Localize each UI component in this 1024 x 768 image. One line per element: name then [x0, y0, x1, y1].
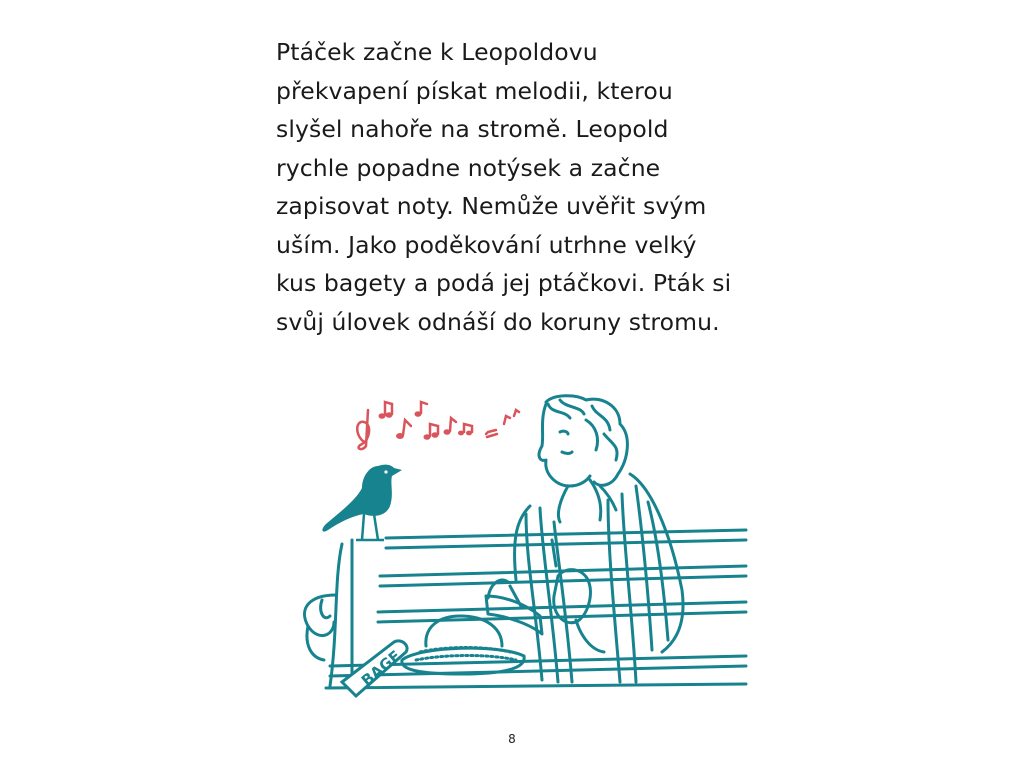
- story-line: kus bagety a podá jej ptáčkovi. Pták si: [276, 269, 732, 297]
- story-line: Ptáček začne k Leopoldovu: [276, 38, 598, 66]
- baguette-label: BAGE: [357, 646, 405, 690]
- story-line: svůj úlovek odnáší do koruny stromu.: [276, 307, 720, 336]
- story-line: překvapení pískat melodii, kterou: [276, 76, 673, 105]
- page-number: 8: [508, 732, 516, 746]
- music-notes-icon: [357, 402, 519, 449]
- leopold-figure: [486, 396, 683, 682]
- story-line: rychle popadne notýsek a začne: [276, 153, 661, 182]
- bird-icon: [322, 465, 402, 540]
- illustration-leopold-bench: [290, 390, 760, 700]
- story-paragraph: [276, 33, 776, 341]
- story-line: uším. Jako poděkování utrhne velký: [276, 230, 697, 259]
- story-line: zapisovat noty. Nemůže uvěřit svým: [276, 192, 707, 220]
- story-line: slyšel nahoře na stromě. Leopold: [276, 115, 669, 143]
